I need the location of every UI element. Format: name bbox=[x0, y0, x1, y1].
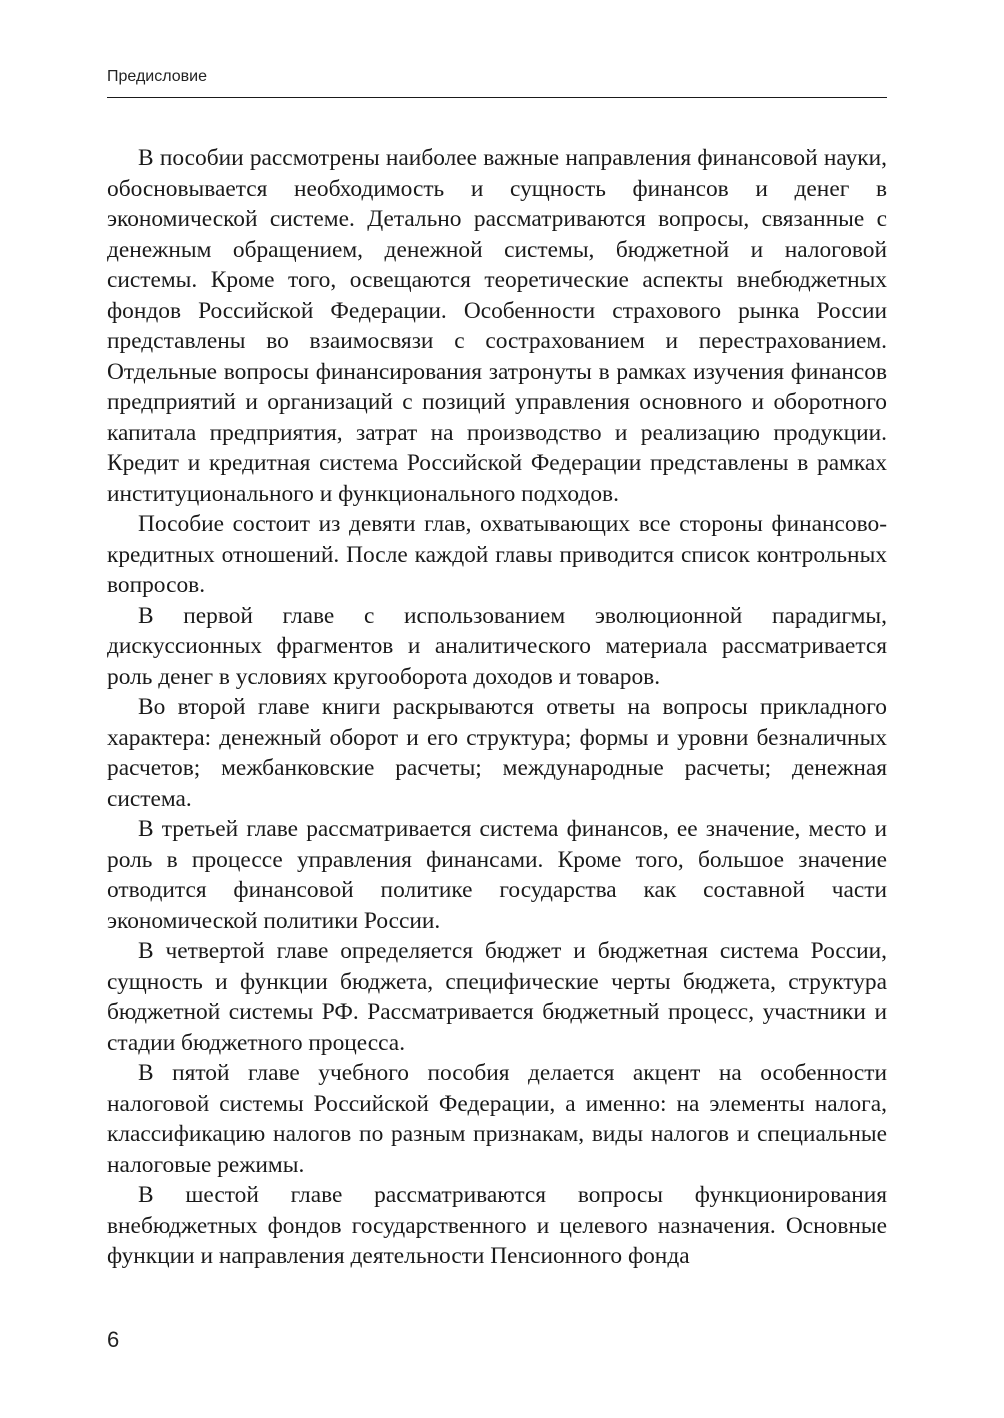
paragraph: В третьей главе рассматривается система финансов, ее значение, место и роль в процессе управления финансами. Кроме того, большое значение отводится финансовой политике государства как составной части экономической политики России. bbox=[107, 816, 887, 934]
paragraph: Во второй главе книги раскрываются ответы на вопросы прикладного характера: денежный оборот и его структура; формы и уровни безналичных расчетов; межбанковские расчеты; международные расчеты; денежная система. bbox=[107, 694, 887, 812]
main-text bbox=[107, 143, 887, 1272]
paragraph: В первой главе с использованием эволюционной парадигмы, дискуссионных фрагментов и аналитического материала рассматривается роль денег в условиях кругооборота доходов и товаров. bbox=[107, 602, 887, 690]
paragraph: В пособии рассмотрены наиболее важные направления финансовой науки, обосновывается необходимость и сущность финансов и денег в экономической системе. Детально рассматриваются вопросы, связанные с денежным обращением, денежной системы, бюджетной и налоговой системы. Кроме того, освещаются теоретические аспекты внебюджетных фондов Российской Федерации. Особенности страхового рынка России представлены во взаимосвязи с сострахованием и перестрахованием. Отдельные вопросы финансирования затронуты в рамках изучения финансов предприятий и организаций с позиций управления основного и оборотного капитала предприятия, затрат на производство и реализацию продукции. Кредит и кредитная система Российской Федерации представлены в рамках институционального и функционального подходов. bbox=[107, 145, 887, 507]
paragraph: В пятой главе учебного пособия делается акцент на особенности налоговой системы Российской Федерации, а именно: на элементы налога, классификацию налогов по разным признакам, виды налогов и специальные налоговые режимы. bbox=[107, 1060, 887, 1178]
paragraph: В четвертой главе определяется бюджет и бюджетная система России, сущность и функции бюджета, специфические черты бюджета, структура бюджетной системы РФ. Рассматривается бюджетный процесс, участники и стадии бюджетного процесса. bbox=[107, 938, 887, 1056]
paragraph: В шестой главе рассматриваются вопросы функционирования внебюджетных фондов государственного и целевого назначения. Основные функции и направления деятельности Пенсионного фонда bbox=[107, 1182, 887, 1269]
page-number: 6 bbox=[107, 1327, 120, 1352]
header-rule bbox=[107, 97, 887, 98]
paragraph: Пособие состоит из девяти глав, охватывающих все стороны финансово-кредитных отношений. После каждой главы приводится список контрольных вопросов. bbox=[107, 511, 887, 598]
running-header-title: Предисловие bbox=[107, 68, 207, 85]
